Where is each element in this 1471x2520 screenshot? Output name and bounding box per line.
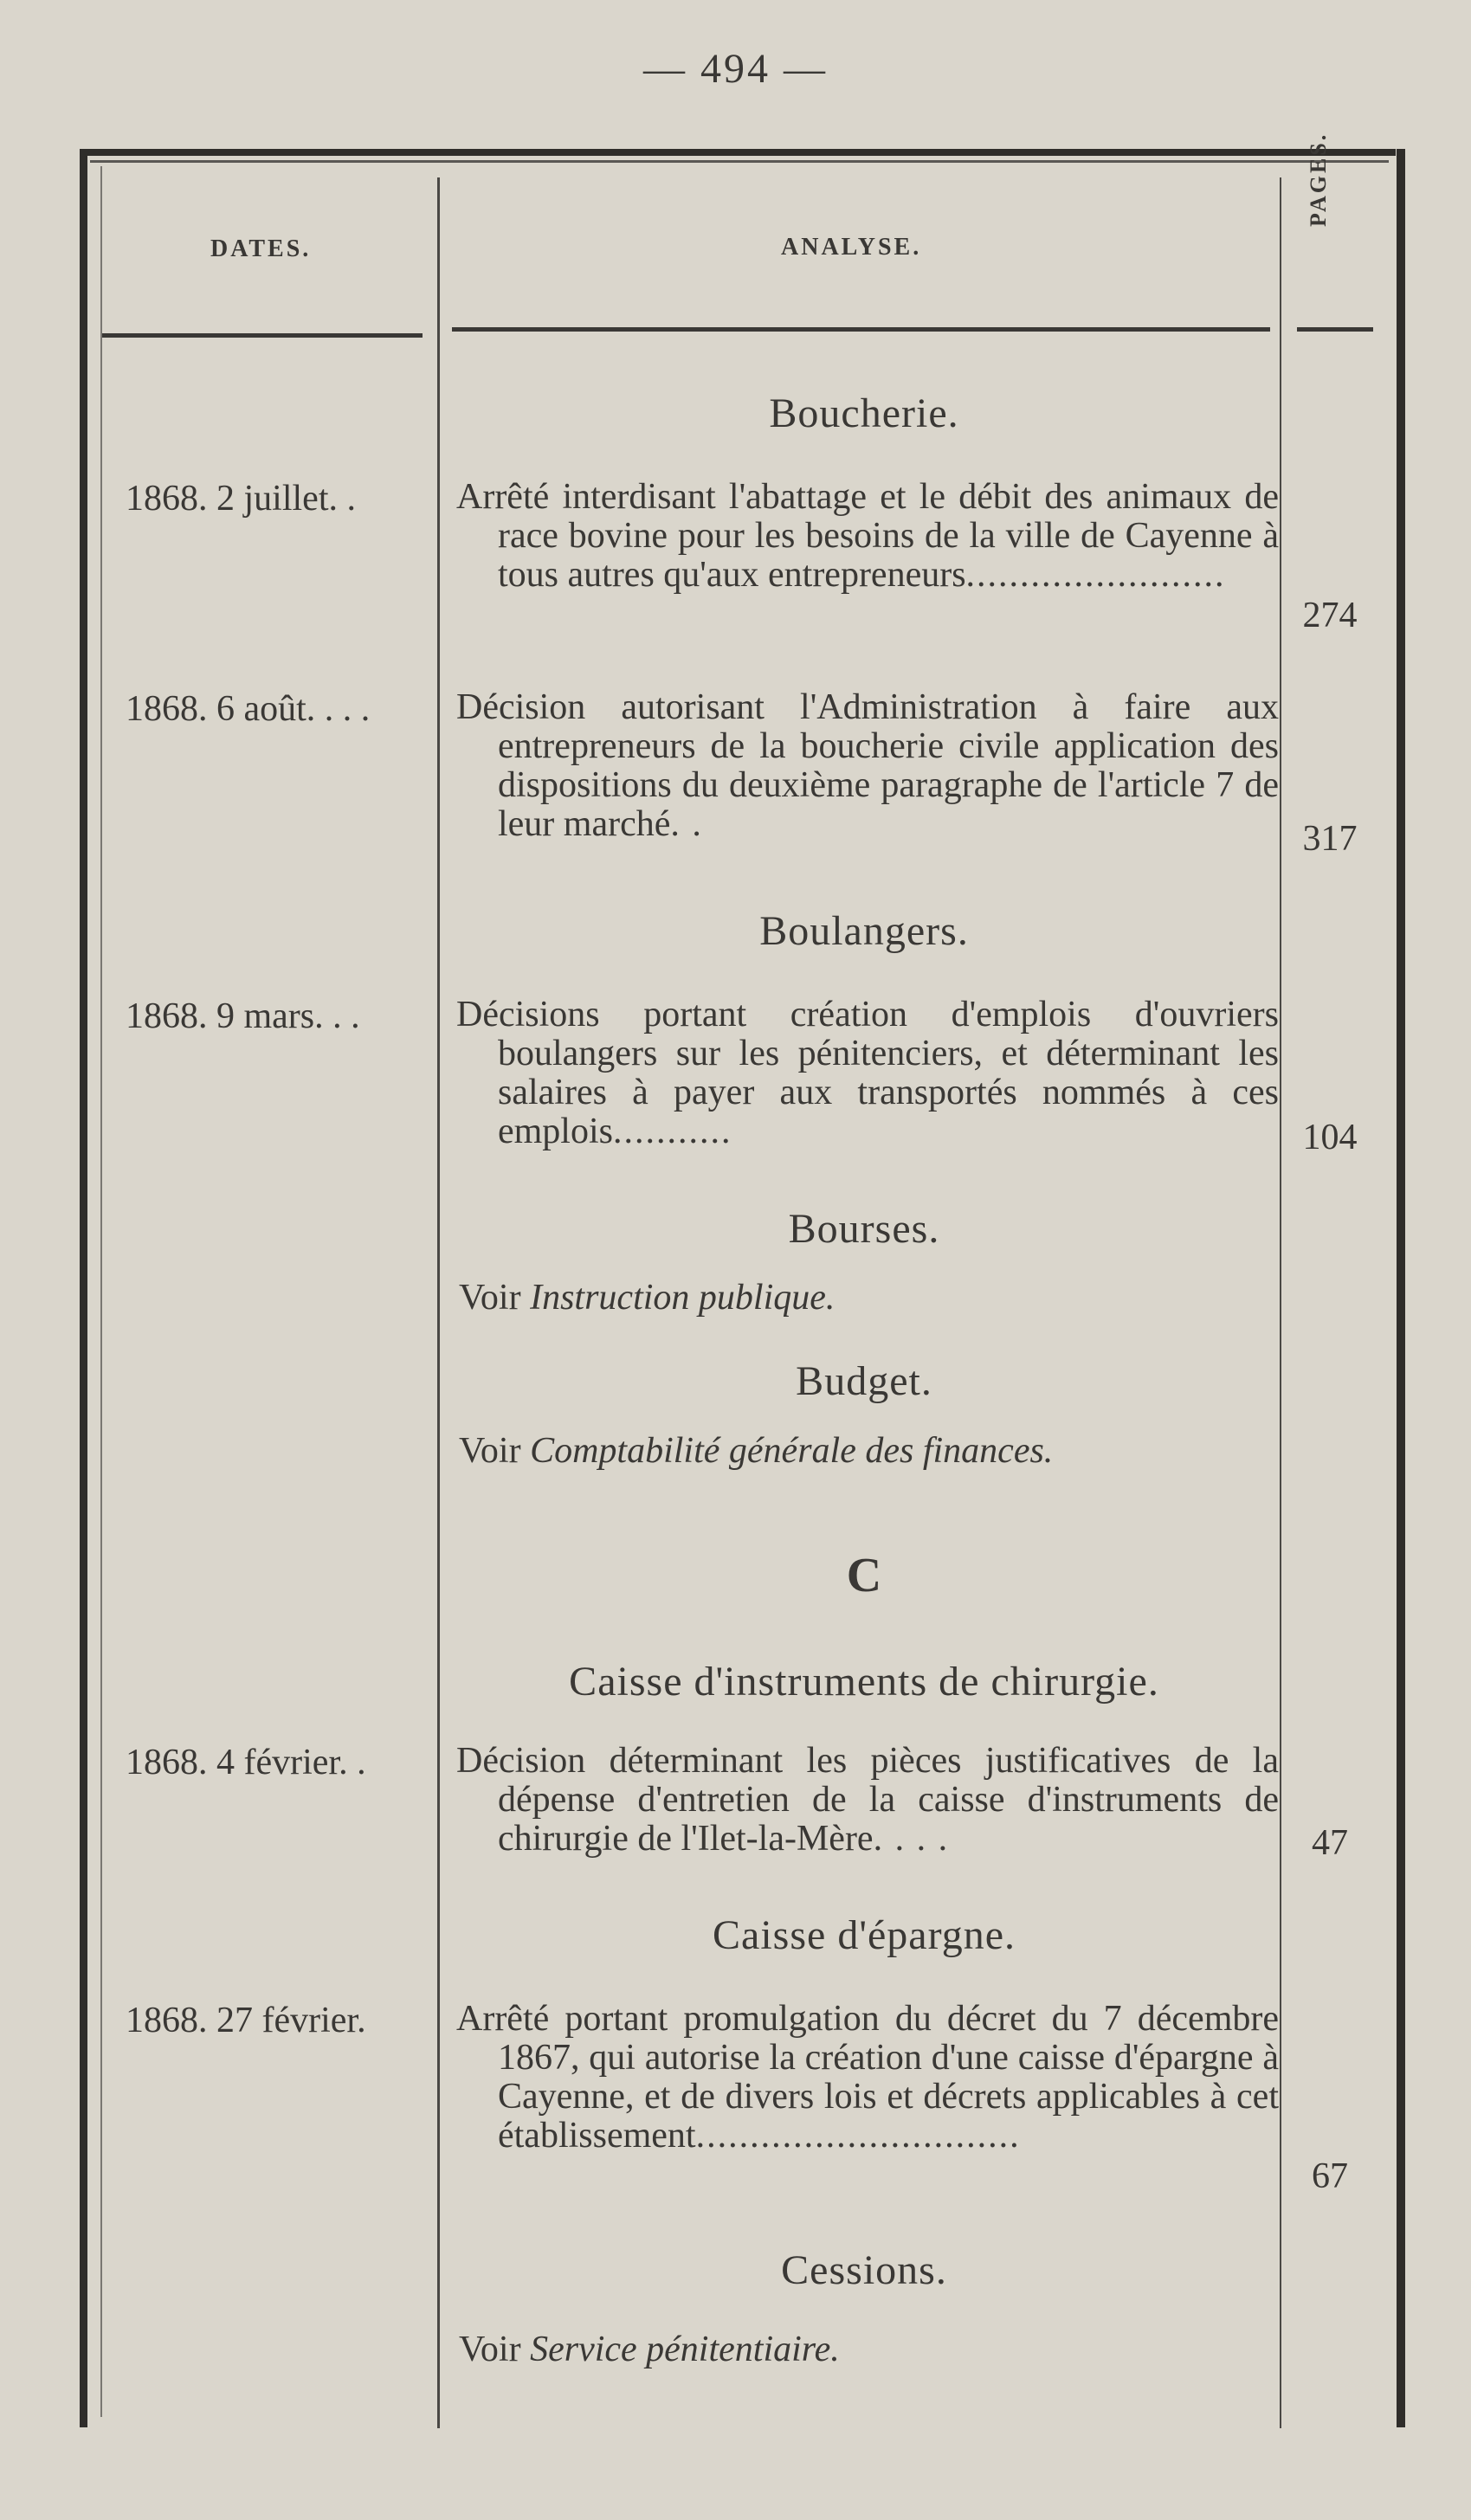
entry-page: 274 — [1302, 596, 1358, 635]
page-number: — 494 — — [643, 46, 828, 92]
header-dates: DATES. — [210, 235, 312, 262]
see-also-reference: Voir Instruction publique. — [459, 1278, 836, 1318]
column-divider-dates — [437, 177, 440, 2428]
entry-page: 317 — [1302, 819, 1358, 859]
entry-text: Décisions portant création d'emplois d'ouvriers boulangers sur les pénitenciers, et déterminant les salaires à payer aux transportés nommés à ces emplois........... — [456, 995, 1279, 1151]
section-heading: Cessions. — [781, 2247, 947, 2293]
header-rule-dates — [102, 333, 423, 338]
entry-page: 104 — [1302, 1118, 1358, 1157]
entry-text: Décision déterminant les pièces justificatives de la dépense d'entretien de la caisse d'instruments de chirurgie de l'Ilet-la-Mère. . . . — [456, 1741, 1279, 1859]
entry-page: 47 — [1312, 1823, 1348, 1863]
table-inner-left-rule — [100, 166, 102, 2417]
entry-page: 67 — [1312, 2156, 1348, 2196]
entry-date: 1868. 2 juillet. . — [126, 479, 356, 519]
section-heading: Boulangers. — [759, 908, 969, 954]
entry-date: 1868. 27 février. — [126, 2001, 366, 2040]
entry-date: 1868. 6 août. . . . — [126, 689, 371, 729]
section-heading: Bourses. — [788, 1206, 940, 1252]
section-heading: Boucherie. — [769, 390, 959, 436]
alphabet-letter: C — [846, 1549, 882, 1602]
entry-text: Arrêté interdisant l'abattage et le débit des animaux de race bovine pour les besoins de la ville de Cayenne à tous autres qu'aux entrepreneurs........................ — [456, 477, 1279, 595]
header-rule-analyse — [452, 327, 1270, 332]
section-heading: Caisse d'instruments de chirurgie. — [569, 1659, 1159, 1705]
entry-text: Arrêté portant promulgation du décret du 7 décembre 1867, qui autorise la création d'une caisse d'épargne à Cayenne, et de divers lois et décrets applicables à cet établissement.............................. — [456, 1999, 1279, 2156]
header-analyse: ANALYSE. — [781, 234, 922, 261]
entry-date: 1868. 9 mars. . . — [126, 996, 360, 1036]
section-heading: Budget. — [796, 1358, 932, 1404]
entry-date: 1868. 4 février. . — [126, 1743, 366, 1782]
column-divider-pages — [1280, 177, 1281, 2428]
see-also-reference: Voir Service pénitentiaire. — [459, 2330, 840, 2369]
header-pages: PAGES. — [1306, 132, 1331, 227]
header-rule-pages — [1297, 327, 1373, 332]
see-also-reference: Voir Comptabilité générale des finances. — [459, 1431, 1054, 1471]
section-heading: Caisse d'épargne. — [713, 1912, 1016, 1958]
entry-text: Décision autorisant l'Administration à faire aux entrepreneurs de la boucherie civile application des dispositions du deuxième paragraphe de l'article 7 de leur marché. . — [456, 687, 1279, 844]
